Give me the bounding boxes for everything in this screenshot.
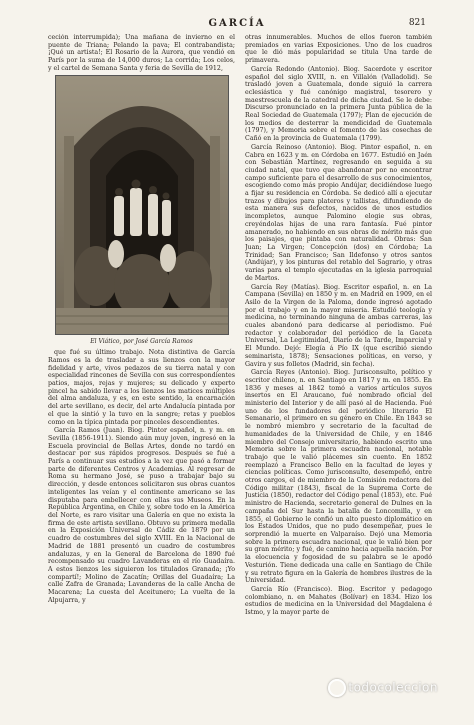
running-title: GARCÍA	[208, 18, 266, 29]
watermark-text: todocoleccion	[348, 680, 438, 695]
photograph	[55, 75, 229, 335]
watermark	[328, 679, 438, 697]
paragraph: otras innumerables. Muchos de ellos fueron también premiados en varias Exposiciones. Uno de los cuadros que le dió más popularidad se titula Una tarde de primavera.	[245, 34, 432, 65]
right-column	[245, 34, 432, 674]
paragraph: García Reyes (Antonio). Biog. Jurisconsulto, político y escritor chileno, n. en Santiago en 1817 y m. en 1855. En 1836 y meses al 1842 tomó a varios artículos suyos insertos en El Araucano, fué nombrado oficial del ministerio del Interior y de allí pasó al de Hacienda. Fué uno de los fundadores del periódico literario El Semanario, el primero en su género en Chile. En 1843 se le nombró miembro y secretario de la facultad de humanidades de la Universidad de Chile, y en 1846 miembro del Consejo universitario, habiendo escrito una Memoria sobre la primera escuadra nacional, notable trabajo que le valió plácemes sin cuento. En 1852 reemplazó a Francisco Bello en la facultad de leyes y ciencias políticas. Como jurisconsulto, desempeñó, entre otros cargos, el de miembro de la Comisión redactora del Código militar (1843), fiscal de la Suprema Corte de Justicia (1850), redactor del Código penal (1853), etc. Fué ministro de Hacienda, secretario general de Dulnes en la campaña del Sur hasta la batalla de Loncomilla, y en 1855, el Gobierno le confió un alto puesto diplomático en los Estados Unidos, que no pudo desempeñar, pues le sorprendió la muerte en Valparaíso. Dejó una Memoria sobre la primera escuadra nacional, que le valió bien por su gran mérito; y fué, de camino hacia aquella nación. Por la elocuencia y fogosidad de su palabra se le apodó Vesturión. Tiene dedicada una calle en Santiago de Chile y su retrato figura en la Galería de hombres ilustres de la Universidad.	[245, 369, 432, 585]
page-number: 821	[408, 18, 426, 28]
painting-image	[56, 76, 228, 334]
image-caption: El Viático, por José García Ramos	[90, 337, 193, 345]
paragraph: García Río (Francisco). Biog. Escritor y pedagogo colombiano, n. en Mahates (Bolívar) en 1834. Hizo los estudios de medicina en la Universidad del Magdalena é Istmo, y la mayor parte de	[245, 585, 432, 617]
paragraph: García Reinoso (Antonio). Biog. Pintor español, n. en Cabra en 1623 y m. en Córdoba en 1677. Estudió en Jaén con Sebastián Martínez, regresando en seguida a su ciudad natal, que tuvo que abandonar por no encontrar campo suficiente para el desarrollo de sus conocimientos, escogiendo como más propio Andújar, decidiéndose luego a fijar su residencia en Córdoba. Se dedicó allí a ejecutar trazos y dibujos para plateros y tallistas, difundiendo de esta manera sus defectos, nacidos de unos estudios incompletos, aunque Palomino elogie sus obras, creyéndolas hijas de una rara fantasía. Fué pintor amanerado, no habiendo en sus obras de mérito más que los paisajes, que pintaba con naturalidad. Obras: San Juan; La Virgen; Concepción (dos) en Córdoba; La Trinidad; San Francisco; San Ildefonso y otros santos (Andújar), y los pinturas del retablo del Sagrario, y otras varias para el templo ejecutadas en la iglesia parroquial de Martos.	[245, 143, 432, 282]
text-columns	[48, 34, 432, 674]
page-header	[48, 18, 426, 32]
watermark-logo-icon	[328, 679, 346, 697]
paragraph: ceción interrumpida); Una mañana de invierno en el puente de Triana; Pelando la pava; El contrabandista; ¡Qué un artista!; El Rosario de la Aurora, que vendió en París por la suma de 14,000 duros; La corrida; Los celos, y el cartel de Semana Santa y feria de Sevilla de 1912,	[48, 34, 235, 72]
paragraph: García Ramos (Juan). Biog. Pintor español, n. y m. en Sevilla (1856-1911). Siendo aún muy joven, ingresó en la Escuela provincial de Bellas Artes, donde no tardó en destacar por sus rápidos progresos. Después se fué a París a continuar sus estudios a la vez que pasó a formar parte de diferentes Centros y Academias. Al regresar de Roma su hermano José, se puso a trabajar bajo su dirección, y desde entonces solicitaron sus obras cuantos inteligentes las veían y el continente americano se las disputaba para embellecer con ellas sus Museos. En la República Argentina, en Chile y, sobre todo en la América del Norte, es raro visitar una Galería en que no exista la firma de este artista sevillano. Obtuvo su primera medalla en la Exposición Universal de Cádiz de 1879 por un cuadro de costumbres del siglo XVIII. En la Nacional de Madrid de 1881 presentó un cuadro de costumbres andaluzas, y en la General de Barcelona de 1890 fué recompensado su cuadro Lavanderas en el río Guadaíra. A estos lienzos les siguieron los titulados Granada; ¡Yo compartí!; Molino de Zacatín; Orillas del Guadaíra; La calle Zafra de Granada; Lavanderas de la calle Ancha de Macarena; La cuesta del Aceitunero; La vuelta de la Alpujarra, y	[48, 427, 235, 604]
paragraph: que fué su último trabajo. Nota distintiva de García Ramos es la de trasladar a sus lienzos con la mayor fidelidad y arte, vivos pedazos de su tierra natal y con especialidad rincones de Sevilla con sus correspondientes patios, majos, rejas y mujeres; su delicado y experto pincel ha sabido llevar a los lienzos los matices múltiples del alma andaluza, y es, en este sentido, la encarnación del arte sevillano, es decir, del arte Andalucía pintada por el que la sintió y la tuvo en la sangre; retas y pueblos como en la típica pintada por pinceles descendientes.	[48, 349, 235, 426]
paragraph: García Redondo (Antonio). Biog. Sacerdote y escritor español del siglo XVIII, n. en Villalón (Valladolid). Se trasladó joven a Guatemala, donde siguió la carrera eclesiástica y fué canónigo magistral, tesorero y maestrescuela de la catedral de dicha ciudad. Se le debe: Discurso pronunciado en la primera Junta pública de la Real Sociedad de Guatemala (1797); Plan de ejecución de los medios de desterrar la mendicidad de Guatemala (1797), y Memoria sobre el fomento de las cosechas de Cañó en la provincia de Guatemala (1799).	[245, 65, 432, 143]
left-column	[48, 34, 235, 674]
paragraph: García Rey (Matías). Biog. Escritor español, n. en La Campana (Sevilla) en 1850 y m. en Madrid en 1909, en el Asilo de la Virgen de la Paloma, donde ingresó agotado por el trabajo y en la mayor miseria. Estudió teología y medicina, no terminando ninguna de ambas carreras, las cuales abandonó para dedicarse al periodismo. Fué redactor y colaborador del periódico de la Gaceta Universal, La Legitimidad, Diario de la Tarde, Imparcial y El Mundo. Dejó: Elegía á Pío IX (que escribió siendo seminarista, 1878); Sensaciones políticas, en verso, y Gavira y sus folletos (Madrid, sin fecha).	[245, 283, 432, 368]
